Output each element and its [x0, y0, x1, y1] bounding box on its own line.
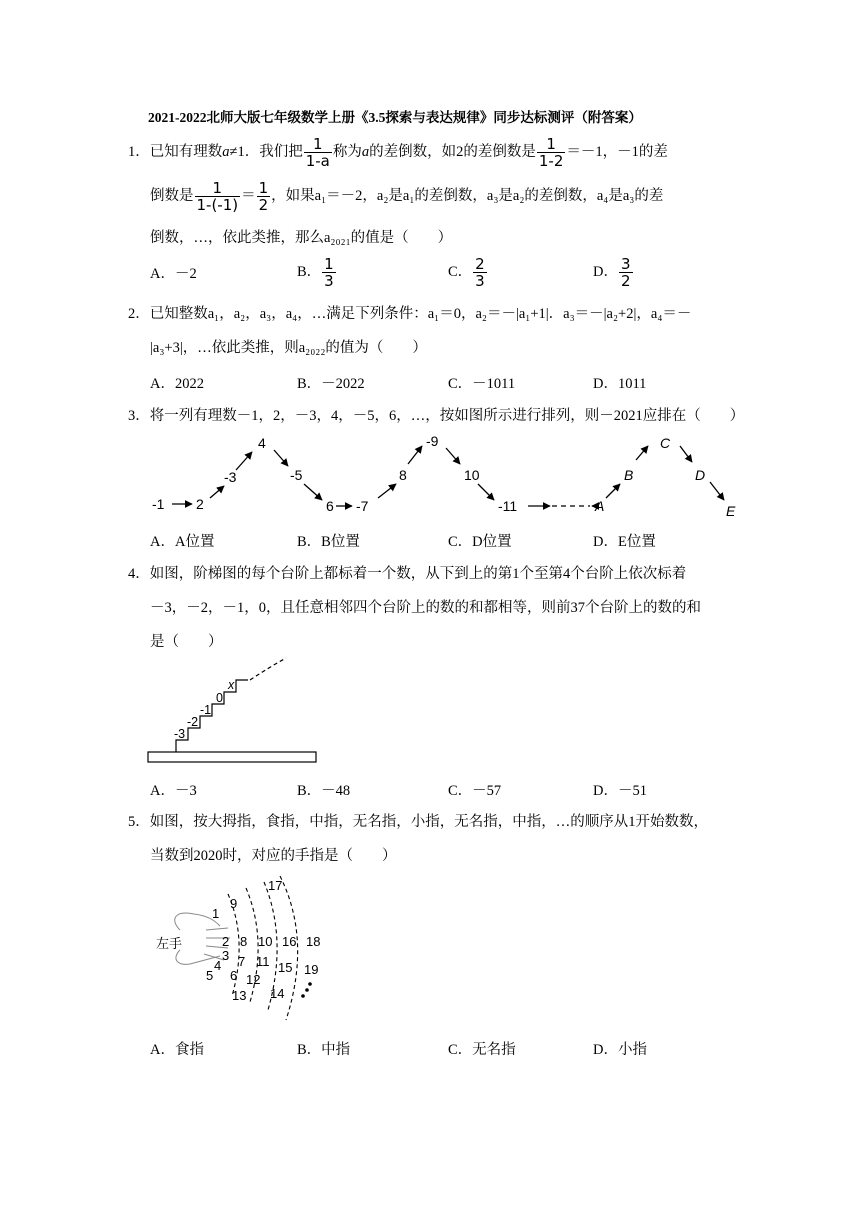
count-number: 13 [232, 988, 247, 1003]
q1-line3: 倒数，…，依此类推，那么a₂₀₂₁的值是（ ） [150, 230, 453, 246]
q5-option-a: A．食指 [150, 1042, 204, 1058]
fraction [195, 180, 241, 213]
count-number: 1 [212, 906, 220, 921]
q2-option-b: B．－2022 [297, 376, 365, 392]
q5-hand-figure [150, 870, 340, 1028]
q3-option-a: A．A位置 [150, 534, 215, 550]
arrow [304, 484, 322, 500]
seq-label: -5 [290, 467, 303, 483]
fraction [537, 136, 566, 169]
q3-zigzag-figure [140, 430, 750, 522]
denominator: 3 [475, 272, 485, 290]
hand-label: 左手 [156, 936, 183, 951]
step-label: -2 [187, 715, 199, 729]
option-label: B． [297, 263, 322, 280]
step-label: -1 [200, 703, 212, 717]
q1-text: ＝ [241, 187, 256, 204]
seq-label: E [726, 503, 736, 519]
q1-option-b [297, 256, 337, 289]
q1-text: 称为 [332, 143, 362, 160]
q4-option-d: D．－51 [593, 783, 647, 799]
q4-option-b: B．－48 [297, 783, 351, 799]
option-label: D． [593, 263, 618, 280]
arrow [446, 448, 460, 464]
q2-line2: |a₃+3|，…依此类推，则a₂₀₂₂的值为（ ） [150, 340, 427, 356]
q4-line2: －3，－2，－1，0，且任意相邻四个台阶上的数的和都相等，则前37个台阶上的数的和 [150, 600, 701, 616]
q1-text: ≠1．我们把 [229, 143, 303, 160]
seq-label: 10 [464, 467, 480, 483]
q4-option-c: C．－57 [448, 783, 502, 799]
arrow [378, 484, 396, 498]
count-number: 16 [282, 934, 297, 949]
stair-continuation [250, 658, 286, 680]
ellipsis-dot [305, 988, 309, 992]
count-number: 7 [238, 954, 246, 969]
q4-line1: 4．如图，阶梯图的每个台阶上都标着一个数，从下到上的第1个至第4个台阶上依次标着 [128, 566, 687, 582]
q5-line2: 当数到2020时，对应的手指是（ ） [150, 848, 397, 864]
seq-label: -9 [426, 433, 439, 449]
q4-staircase-figure [140, 656, 330, 768]
q1-var: a [361, 143, 370, 160]
option-label: C． [448, 263, 473, 280]
q1-text: 1．已知有理数 [128, 143, 223, 160]
q2-option-a: A．2022 [150, 376, 204, 392]
q5-option-c: C．无名指 [448, 1042, 516, 1058]
count-number: 3 [222, 948, 230, 963]
arrow [606, 484, 620, 498]
q4-line3: 是（ ） [150, 634, 223, 650]
seq-label: 8 [399, 467, 407, 483]
numerator: 1 [546, 135, 556, 153]
count-number: 19 [304, 962, 319, 977]
arrow [680, 446, 692, 462]
denominator: 1-2 [538, 152, 564, 170]
q1-text: ，如果 [271, 187, 315, 204]
fraction [257, 180, 271, 213]
q1-option-d [593, 256, 634, 289]
denominator: 2 [620, 272, 631, 290]
count-number: 18 [306, 934, 321, 949]
denominator: 1-a [305, 152, 330, 170]
q1-text: 的差倒数，如2的差倒数是 [369, 143, 536, 160]
q1-text: 倒数是 [150, 187, 194, 204]
q3-option-c: C．D位置 [448, 534, 512, 550]
step-label: x [228, 678, 235, 692]
arrow [210, 486, 224, 498]
q1-line2 [150, 180, 663, 213]
denominator: 2 [258, 196, 269, 214]
arrow [408, 446, 422, 464]
seq-label: 4 [258, 435, 266, 451]
seq-label: -7 [356, 498, 369, 514]
count-number: 5 [206, 968, 214, 983]
seq-label: C [660, 435, 671, 451]
numerator: 1 [313, 135, 323, 153]
q2-line1: 2．已知整数a₁，a₂，a₃，a₄，…满足下列条件：a₁＝0，a₂＝－|a₁+1|．a₃＝－|a₂+2|，a₄＝－ [128, 306, 692, 322]
seq-label: A [595, 498, 605, 514]
numerator: 3 [620, 255, 631, 273]
q5-option-b: B．中指 [297, 1042, 351, 1058]
seq-label: -3 [224, 469, 237, 485]
count-number: 15 [278, 960, 293, 975]
count-number: 9 [230, 896, 238, 911]
seq-label: B [624, 467, 634, 483]
denominator: 1-(-1) [196, 196, 239, 214]
step-label: 0 [216, 691, 223, 705]
count-number: 14 [270, 986, 285, 1001]
numerator: 1 [258, 179, 269, 197]
count-number: 11 [256, 954, 270, 969]
seq-label: 6 [326, 498, 334, 514]
ellipsis-dot [308, 982, 312, 986]
fraction [619, 256, 633, 289]
count-number: 17 [268, 878, 283, 893]
q3-option-b: B．B位置 [297, 534, 360, 550]
ellipsis-dot [301, 994, 305, 998]
fraction [473, 256, 487, 289]
q4-option-a: A．－3 [150, 783, 197, 799]
q3-line1: 3．将一列有理数－1，2，－3，4，－5，6，…，按如图所示进行排列，则－2021应排在（ ） [128, 408, 745, 424]
numerator: 2 [475, 255, 485, 273]
q5-line1: 5．如图，按大拇指，食指，中指，无名指，小指，无名指，中指，…的顺序从1开始数数， [128, 814, 708, 830]
q3-option-d: D．E位置 [593, 534, 656, 550]
step-label: -3 [174, 727, 186, 741]
q1-line1 [128, 136, 668, 169]
arrow [710, 482, 724, 500]
q1-option-c [448, 256, 488, 289]
denominator: 3 [324, 272, 334, 290]
arrow [236, 452, 252, 470]
q1-text: a₁＝－2，a₂是a₁的差倒数，a₃是a₂的差倒数，a₄是a₃的差 [314, 187, 664, 204]
arrow [478, 484, 494, 500]
q5-option-d: D．小指 [593, 1042, 647, 1058]
q1-text: ＝－1，－1的差 [566, 143, 668, 160]
count-number: 4 [214, 958, 222, 973]
fraction [322, 256, 336, 289]
stair-base [148, 752, 316, 762]
numerator: 1 [324, 255, 334, 273]
arrow [274, 450, 288, 466]
fraction [304, 136, 332, 169]
count-number: 10 [258, 934, 273, 949]
q1-option-a: A．－2 [150, 266, 197, 282]
count-number: 8 [240, 934, 248, 949]
page-title: 2021-2022北师大版七年级数学上册《3.5探索与表达规律》同步达标测评（附答案） [148, 110, 642, 125]
seq-label: -11 [498, 498, 518, 514]
seq-label: D [695, 467, 706, 483]
seq-label: -1 [152, 496, 165, 512]
arrow [636, 446, 648, 460]
count-number: 12 [246, 972, 261, 987]
q2-option-d: D．1011 [593, 376, 647, 392]
q2-option-c: C．－1011 [448, 376, 516, 392]
q1-var: a [222, 143, 230, 160]
count-number: 2 [222, 934, 230, 949]
seq-label: 2 [196, 496, 204, 512]
numerator: 1 [212, 179, 223, 197]
count-number: 6 [230, 968, 238, 983]
